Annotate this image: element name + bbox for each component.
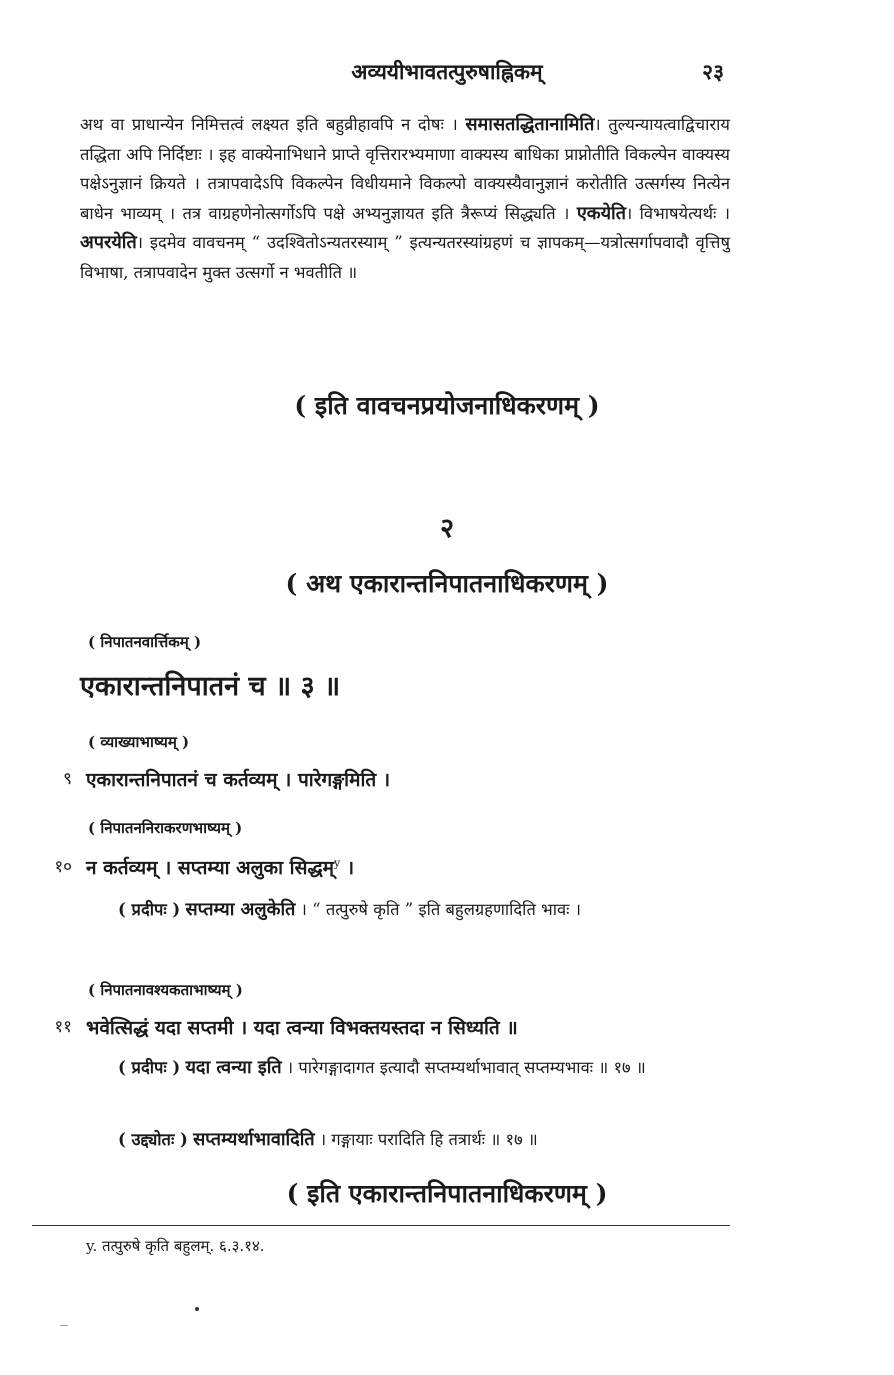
uddyota-commentary: [80, 1124, 732, 1155]
commentary-text: । “ तत्पुरुषे कृति ” इति बहुलग्रहणादिति भावः ।: [300, 900, 581, 919]
line-text: भवेत्सिद्धं यदा सप्तमी । यदा त्वन्या विभक्तयस्तदा न सिध्यति ॥: [86, 1017, 518, 1039]
intro-text-1: अथ वा प्राधान्येन निमित्तत्वं लक्ष्यत इति बहुव्रीहावपि न दोषः ।: [80, 115, 458, 134]
commentary-text: । पारेगङ्गादागत इत्यादौ सप्तम्यर्थाभावात् सप्तम्यभावः ॥ १७ ॥: [286, 1058, 646, 1077]
line-number: ११: [54, 1017, 72, 1037]
line-number: १०: [54, 857, 72, 877]
intro-text-3: । विभाषयेत्यर्थः ।: [625, 203, 731, 223]
pradipa-commentary-1: [80, 894, 732, 925]
section-number: २: [439, 513, 455, 544]
commentary-tag: ( प्रदीपः ): [118, 900, 181, 919]
section-close-vavachana: ( इति वावचनप्रयोजनाधिकरणम् ): [294, 391, 600, 420]
label-vyakhya-bhashya: ( व्याख्याभाष्यम् ): [88, 733, 190, 751]
intro-keyword-aparaya: अपरयेति: [80, 232, 137, 253]
label-nipatana-vartika: ( निपातनवार्त्तिकम् ): [88, 633, 202, 651]
bhashya-line-9: [0, 766, 894, 798]
running-head: [0, 58, 894, 92]
line-text: एकारान्तनिपातनं च कर्तव्यम् । पारेगङ्गमिति ।: [86, 769, 391, 791]
line-10-text: न कर्तव्यम् । सप्तम्या अलुका सिद्धम्: [86, 857, 334, 879]
line-number: ९: [63, 769, 72, 789]
footnote-rule: [32, 1225, 730, 1226]
line-text: [86, 854, 746, 880]
bhashya-line-11: [0, 1014, 894, 1046]
section-close-ekaranta: ( इति एकारान्तनिपातनाधिकरणम् ): [286, 1179, 608, 1208]
running-title: अव्ययीभावतत्पुरुषाह्निकम्: [351, 59, 543, 84]
commentary-tag: ( प्रदीपः ): [118, 1058, 181, 1077]
footnote-marker: y: [333, 856, 341, 870]
bhashya-line-10: [0, 854, 894, 886]
print-speck: [195, 1307, 199, 1311]
line-10-end: ।: [340, 857, 355, 879]
pradipa-commentary-2: [80, 1052, 732, 1083]
footnote: y. तत्पुरुषे कृति बहुलम्. ६.३.१४.: [86, 1237, 265, 1255]
commentary-tag: ( उद्द्योतः ): [118, 1130, 188, 1149]
intro-text-2: । तुल्यन्यायत्वाद्विचाराय तद्धिता अपि निर्दिष्टाः । इह वाक्येनाभिधाने प्राप्ते वृत्तिरारभ्यमाणा वाक्यस्य बाधिका प्राप्नोतीति विकल्पेन वाक्यस्य पक्षेऽनुज्ञानं क्रियते । तत्रापवादेऽपि विकल्पेन विधीयमाने विकल्पो वाक्यस्यैवानुज्ञानं करोतीति उत्सर्गस्य नित्येन बाधेन भाव्यम् । तत्र वाग्रहणेनोत्सर्गोऽपि पक्षे अभ्यनुज्ञायत इति त्रैरूप्यं सिद्ध्यति ।: [80, 115, 730, 223]
intro-keyword-ekaya: एकयेति: [576, 202, 626, 224]
commentary-keyword: यदा त्वन्या इति: [185, 1057, 282, 1078]
intro-keyword-samasa: समासतद्धितानामिति: [465, 114, 595, 135]
intro-text-4: । इदमेव वावचनम् “ उदश्वितोऽन्यतरस्याम् ” इत्यन्यतरस्यांग्रहणं च ज्ञापकम्—यत्रोत्सर्गापवादौ वृत्तिषु विभाषा, तत्रापवादेन मुक्त उत्सर्गो न भवतीति ॥: [80, 233, 730, 282]
intro-paragraph: [80, 110, 730, 287]
commentary-keyword: सप्तम्या अलुकेति: [185, 899, 296, 920]
page-number: २३: [702, 59, 724, 84]
print-mark: [60, 1325, 68, 1326]
section-title: ( अथ एकारान्तनिपातनाधिकरणम् ): [285, 569, 609, 598]
label-nirakarana-bhashya: ( निपातननिराकरणभाष्यम् ): [88, 819, 243, 837]
commentary-keyword: सप्तम्यर्थाभावादिति: [193, 1129, 315, 1150]
vartika-text: एकारान्तनिपातनं च ॥ ३ ॥: [80, 671, 341, 702]
label-avashyakata-bhashya: ( निपातनावश्यकताभाष्यम् ): [88, 981, 243, 999]
commentary-text: । गङ्गायाः परादिति हि तत्रार्थः ॥ १७ ॥: [319, 1130, 538, 1149]
